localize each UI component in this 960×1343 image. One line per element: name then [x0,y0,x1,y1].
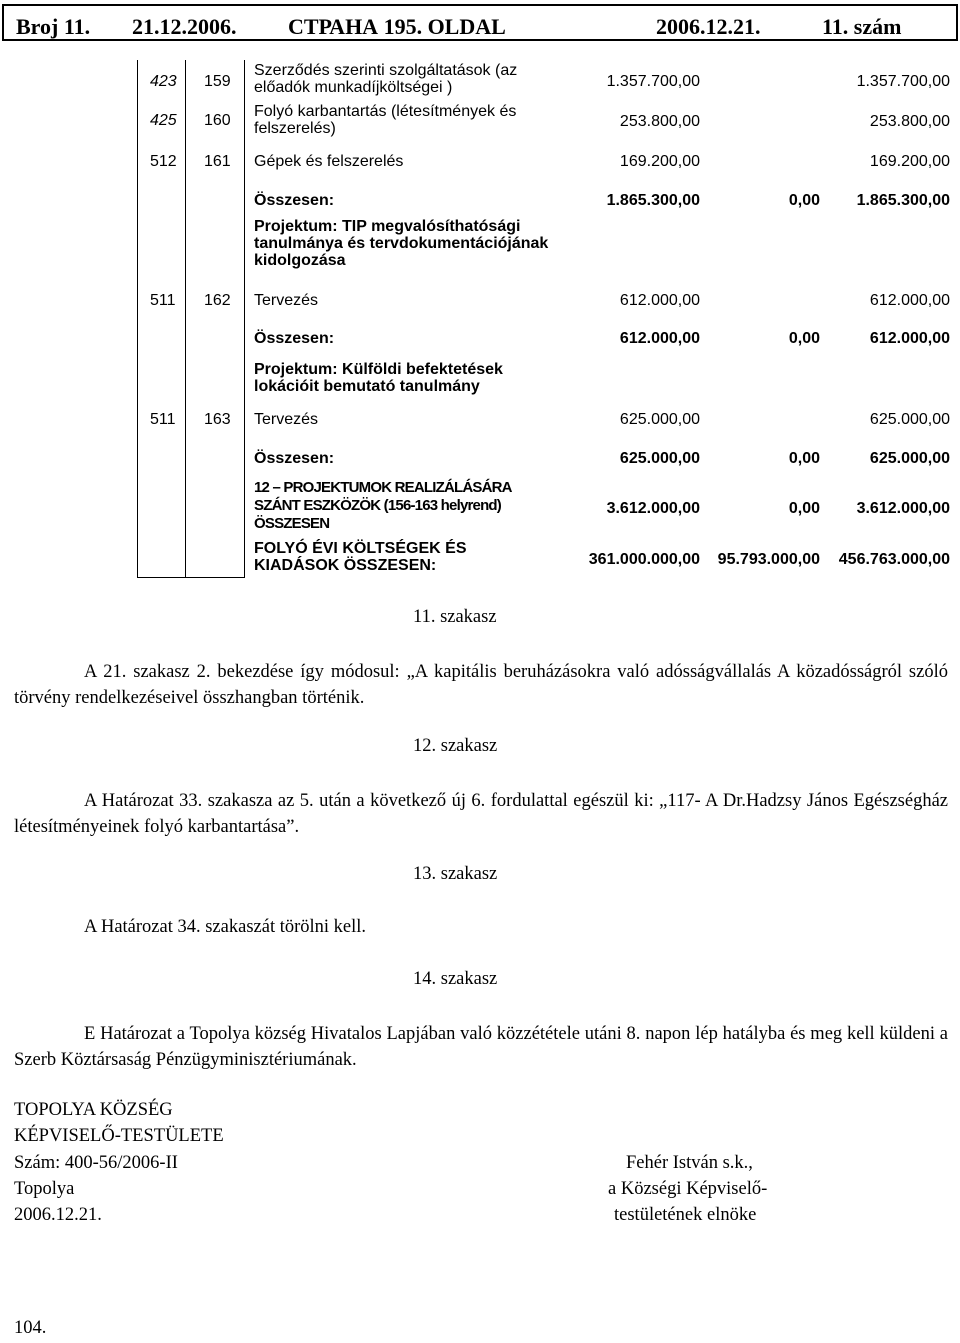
total-value-3: 1.865.300,00 [856,192,950,209]
section-11-text: A 21. szakasz 2. bekezdése így módosul: „A kapitális beruházásokra való adósságvállalás A közadósságról szóló törvény rendelkezéseivel összhangban történik. [14,662,948,708]
total-value-3: 456.763.000,00 [838,551,950,568]
signatory-title-2: testületének elnöke [614,1205,757,1225]
total-value-2: 95.793.000,00 [717,551,820,568]
page-number: 104. [14,1318,47,1338]
row-value-3: 625.000,00 [869,411,950,428]
row-position: 162 [204,292,231,309]
row-description: Tervezés [254,292,319,309]
total-label: Összesen: [254,450,335,467]
header-issue-number: Broj 11. [16,14,91,39]
signatory-title-1: a Községi Képviselő- [608,1179,768,1199]
row-description: Tervezés [254,411,319,428]
row-code: 423 [150,73,177,90]
page-header [2,4,958,41]
row-description: Szerződés szerinti szolgáltatások (az előadók munkadíjköltségei ) [254,62,518,96]
signatory-name: Fehér István s.k., [626,1153,753,1173]
section-14-text: E Határozat a Topolya község Hivatalos Lapjában való közzététele utáni 8. napon lép hatályba és meg kell küldeni a Szerb Köztársaság Pénzügyminisztériumának. [14,1024,948,1070]
total-label: Összesen: [254,330,335,347]
total-value-2: 0,00 [788,330,820,347]
header-date: 21.12.2006. [132,14,237,39]
section-13-title: 13. szakasz [413,864,498,884]
row-position: 159 [204,73,231,90]
row-description: Gépek és felszerelés [254,153,404,170]
total-value-1: 612.000,00 [619,330,700,347]
total-value-3: 612.000,00 [869,330,950,347]
reference-number: Szám: 400-56/2006-II [14,1153,178,1173]
total-value-2: 0,00 [788,450,820,467]
project-title: Projektum: Külföldi befektetések lokációit bemutató tanulmány [254,361,503,395]
grand-total-label: 12 – PROJEKTUMOK REALIZÁLÁSÁRA SZÁNT ESZKÖZÖK (156-163 helyrend) ÖSSZESEN [254,479,512,532]
section-11-title: 11. szakasz [413,607,497,627]
row-value-1: 169.200,00 [619,153,700,170]
municipality-name: TOPOLYA KÖZSÉG [14,1100,173,1120]
total-value-2: 0,00 [788,192,820,209]
row-code: 511 [150,292,176,309]
total-value-1: 625.000,00 [619,450,700,467]
row-code: 512 [150,153,177,170]
row-code: 511 [150,411,176,428]
project-title: Projektum: TIP megvalósíthatósági tanulmánya és tervdokumentációjának kidolgozása [254,218,549,269]
row-value-3: 612.000,00 [869,292,950,309]
row-value-3: 1.357.700,00 [856,73,950,90]
row-value-1: 1.357.700,00 [606,73,700,90]
total-value-1: 361.000.000,00 [588,551,700,568]
section-13-text: A Határozat 34. szakaszát törölni kell. [84,917,367,937]
row-position: 160 [204,112,231,129]
section-12-text: A Határozat 33. szakasza az 5. után a következő új 6. fordulattal egészül ki: „117- A Dr.Hadzsy János Egészségház létesítményeinek folyó karbantartása”. [14,791,948,837]
row-value-3: 169.200,00 [869,153,950,170]
total-value-2: 0,00 [788,500,820,517]
section-12-title: 12. szakasz [413,736,498,756]
place: Topolya [14,1179,75,1199]
total-value-3: 625.000,00 [869,450,950,467]
section-14-title: 14. szakasz [413,969,498,989]
total-value-1: 3.612.000,00 [606,500,700,517]
row-code: 425 [150,112,177,129]
row-position: 163 [204,411,231,428]
row-description: Folyó karbantartás (létesítmények és felszerelés) [254,103,517,137]
row-value-1: 625.000,00 [619,411,700,428]
total-value-3: 3.612.000,00 [856,500,950,517]
header-date-2: 2006.12.21. [656,14,761,39]
total-value-1: 1.865.300,00 [606,192,700,209]
row-value-3: 253.800,00 [869,113,950,130]
signing-date: 2006.12.21. [14,1205,102,1225]
grand-total-label: FOLYÓ ÉVI KÖLTSÉGEK ÉS KIADÁSOK ÖSSZESEN: [254,540,467,574]
row-value-1: 612.000,00 [619,292,700,309]
council-name: KÉPVISELŐ-TESTÜLETE [14,1126,224,1146]
header-issue: 11. szám [822,14,902,39]
row-position: 161 [204,153,231,170]
row-value-1: 253.800,00 [619,113,700,130]
total-label: Összesen: [254,192,335,209]
header-page: СТРАНА 195. OLDAL [288,14,506,39]
